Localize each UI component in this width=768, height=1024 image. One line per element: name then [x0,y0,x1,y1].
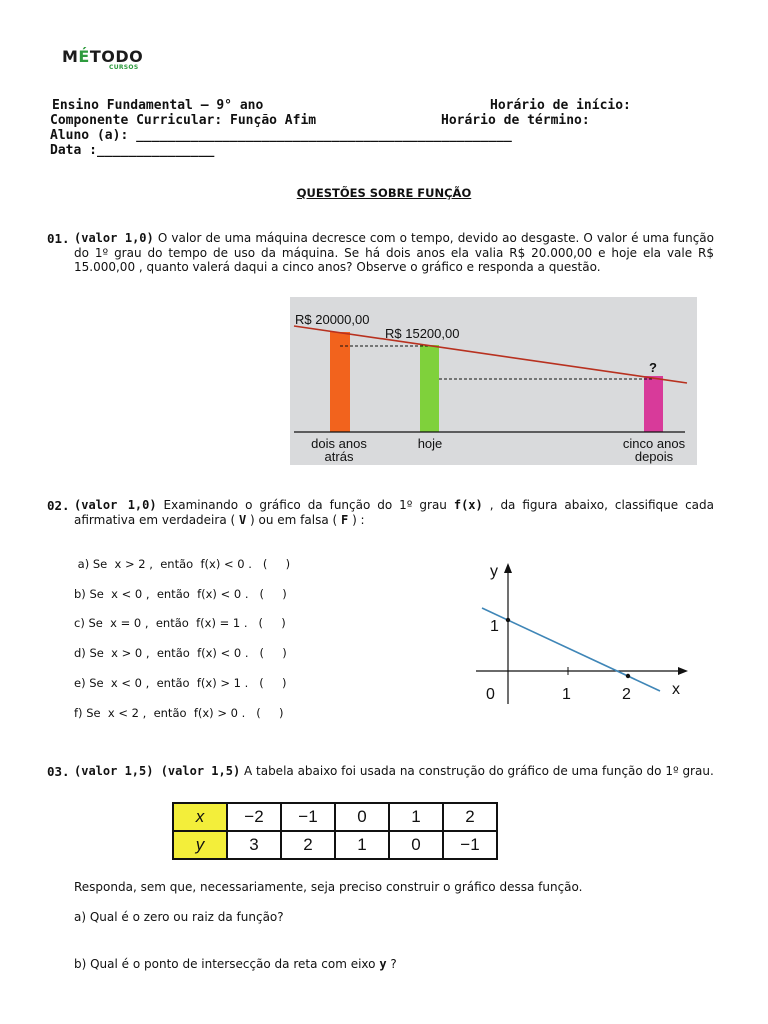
question-3a: a) Qual é o zero ou raiz da função? [74,910,284,924]
question-3-body: A tabela abaixo foi usada na construção do gráfico de uma função do 1º grau. [240,764,714,778]
x-axis-arrow [678,667,688,675]
table-header-x: x [173,803,227,831]
question-2-body-a: Examinando o gráfico da função do 1º grau [156,498,454,512]
xlabel-two-years-1: dois anos [311,436,367,451]
statement-a: a) Se x > 2 , então f(x) < 0 . ( ) [74,557,291,571]
question-3-text [74,764,714,779]
table-cell: 0 [389,831,443,859]
xlabel-today: hoje [417,436,443,451]
question-1-value: (valor 1,0) [74,231,154,245]
tick-label-y1: 1 [490,618,499,635]
statement-d: d) Se x > 0 , então f(x) < 0 . ( ) [74,646,287,660]
xlabel-two-years-2: atrás [324,449,354,464]
question-2-v: V [238,512,247,527]
function-graph [470,556,700,708]
statement-f: f) Se x < 2 , então f(x) > 0 . ( ) [74,706,284,720]
question-3b-axis: y [379,957,387,971]
question-2-value: (valor 1,0) [74,498,157,512]
depreciation-chart [290,297,697,465]
table-cell: 1 [335,831,389,859]
tick-label-2: 2 [622,686,631,703]
table-cell: −1 [443,831,497,859]
table-cell: −2 [227,803,281,831]
question-2-number: 02. [47,498,70,513]
question-1-body: O valor de uma máquina decresce com o tempo, devido ao desgaste. O valor é uma função do 1º grau do tempo de uso da máquina. Se há dois anos ela valia R$ 20.000,00 e hoje ela vale R$ 15.000,00 , quanto valerá daqui a cinco anos? Observe o gráfico e responda a questão. [74,231,714,274]
y-axis-label: y [490,563,498,580]
question-3b-text: b) Qual é o ponto de intersecção da reta com eixo [74,957,380,971]
question-3-value: (valor 1,5) (valor 1,5) [74,764,241,778]
table-cell: 1 [389,803,443,831]
table-row-y [173,831,497,859]
point-y-intercept [506,618,510,622]
label-20000: R$ 20000,00 [295,312,370,327]
table-cell: 3 [227,831,281,859]
statement-e: e) Se x < 0 , então f(x) > 1 . ( ) [74,676,287,690]
question-3-number: 03. [47,764,70,779]
question-2-fx: f(x) [453,498,483,512]
logo-subtitle: CURSOS [109,64,139,71]
logo-letter: M [62,47,79,66]
header-end-time: Horário de término: [441,113,590,128]
xlabel-five-years-2: depois [634,449,674,464]
table-row-x [173,803,497,831]
table-header-y: y [173,831,227,859]
table-cell: 0 [335,803,389,831]
xlabel-five-years-1: cinco anos [622,436,686,451]
question-3-intro: Responda, sem que, necessariamente, seja preciso construir o gráfico dessa função. [74,880,583,894]
label-question: ? [649,360,657,375]
tick-label-1: 1 [562,686,571,703]
question-2-body-d: ) : [348,512,365,527]
statement-b: b) Se x < 0 , então f(x) < 0 . ( ) [74,587,287,601]
question-2-body-b: , da figura abaixo, classifique cada afirmativa em verdadeira ( [74,498,714,527]
bar-five-years-later [644,376,663,432]
header-date: Data :_______________ [50,143,215,158]
header-student: Aluno (a): ________________________________________________ [50,128,512,143]
header-subject: Componente Curricular: Função Afim [50,113,317,128]
question-2-text [74,498,714,527]
question-2-body-c: ) ou em falsa ( [246,512,342,527]
question-1-number: 01. [47,231,70,246]
header-level: Ensino Fundamental – 9° ano [52,98,264,113]
statement-c: c) Se x = 0 , então f(x) = 1 . ( ) [74,616,286,630]
logo-accent-letter: É [78,47,90,66]
table-cell: −1 [281,803,335,831]
header-start-time: Horário de início: [490,98,631,113]
values-table [172,802,498,860]
question-2-f: F [341,512,349,527]
x-axis-label: x [672,681,680,698]
bar-today [420,345,439,432]
logo [62,47,144,71]
table-cell: 2 [281,831,335,859]
y-axis-arrow [504,563,512,573]
point-x-intercept [626,674,630,678]
label-15200: R$ 15200,00 [385,326,460,341]
question-1-text [74,231,714,275]
question-3b [74,957,397,972]
bar-two-years-ago [330,332,350,432]
logo-letters: TODO [89,47,144,66]
origin-label: 0 [486,686,495,703]
question-3b-end: ? [386,957,397,971]
table-cell: 2 [443,803,497,831]
page-title: QUESTÕES SOBRE FUNÇÃO [296,186,472,200]
